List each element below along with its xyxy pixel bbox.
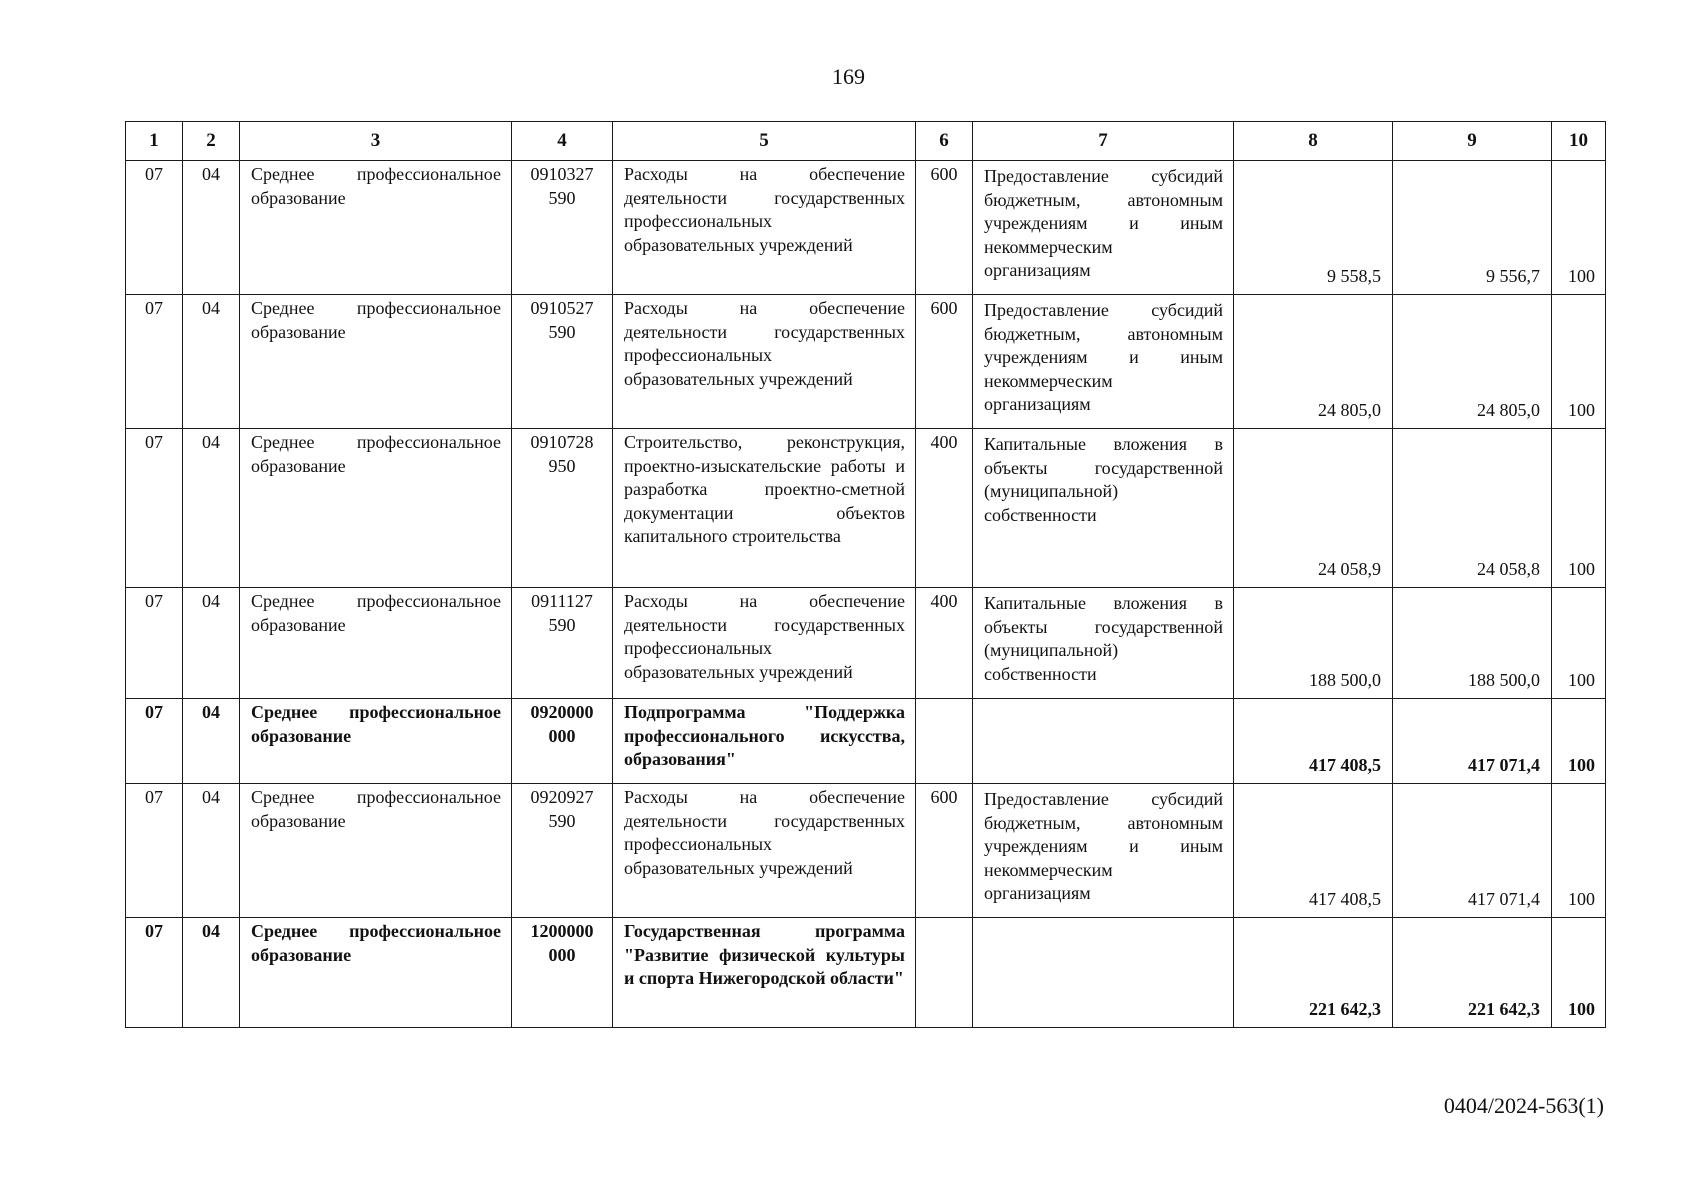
- description-cell: Строительство, реконструкция, проектно-изыскательские работы и разработка проектно-сметной документации объектов капитального строительства: [613, 429, 916, 588]
- actual-cell: 417 071,4: [1393, 784, 1552, 918]
- name-cell: Среднее профессиональное образование: [240, 699, 512, 784]
- table-row-program: [126, 918, 1606, 1028]
- percent-cell: 100: [1552, 161, 1606, 295]
- section-cell: 07: [126, 699, 183, 784]
- header-cell: 10: [1552, 122, 1606, 161]
- header-cell: 8: [1234, 122, 1393, 161]
- subsection-cell: 04: [183, 161, 240, 295]
- header-cell: 4: [512, 122, 613, 161]
- code-line: 0910728: [530, 432, 594, 452]
- code-line: 0911127: [531, 591, 593, 611]
- code-cell: [512, 784, 613, 918]
- subsection-cell: 04: [183, 295, 240, 429]
- name-cell: Среднее профессиональное образование: [240, 161, 512, 295]
- header-row: [126, 122, 1606, 161]
- code-line: 590: [548, 321, 576, 342]
- name-cell: Среднее профессиональное образование: [240, 429, 512, 588]
- type-code-cell: 600: [916, 161, 973, 295]
- percent-cell: 100: [1552, 699, 1606, 784]
- description-cell: Расходы на обеспечение деятельности государственных профессиональных образовательных учреждений: [613, 295, 916, 429]
- type-code-cell: [916, 918, 973, 1028]
- description-cell: Расходы на обеспечение деятельности государственных профессиональных образовательных учреждений: [613, 588, 916, 699]
- section-cell: 07: [126, 161, 183, 295]
- header-cell: 6: [916, 122, 973, 161]
- code-cell: [512, 295, 613, 429]
- planned-cell: 24 058,9: [1234, 429, 1393, 588]
- actual-cell: 188 500,0: [1393, 588, 1552, 699]
- subsection-cell: 04: [183, 918, 240, 1028]
- name-cell: Среднее профессиональное образование: [240, 295, 512, 429]
- header-cell: 9: [1393, 122, 1552, 161]
- section-cell: 07: [126, 918, 183, 1028]
- planned-cell: 9 558,5: [1234, 161, 1393, 295]
- table-row: [126, 295, 1606, 429]
- type-name-cell: [973, 918, 1234, 1028]
- budget-table: [125, 121, 1606, 1028]
- code-line: 590: [548, 187, 576, 208]
- name-cell: Среднее профессиональное образование: [240, 784, 512, 918]
- type-code-cell: 400: [916, 588, 973, 699]
- code-cell: [512, 429, 613, 588]
- description-cell: Государственная программа "Развитие физической культуры и спорта Нижегородской области": [613, 918, 916, 1028]
- percent-cell: 100: [1552, 918, 1606, 1028]
- document-code: 0404/2024-563(1): [1443, 1093, 1604, 1118]
- type-name-cell: [973, 699, 1234, 784]
- percent-cell: 100: [1552, 588, 1606, 699]
- description-cell: Подпрограмма "Поддержка профессионального искусства, образования": [613, 699, 916, 784]
- actual-cell: 9 556,7: [1393, 161, 1552, 295]
- code-cell: [512, 161, 613, 295]
- code-cell: [512, 588, 613, 699]
- header-cell: 3: [240, 122, 512, 161]
- header-cell: 2: [183, 122, 240, 161]
- section-cell: 07: [126, 295, 183, 429]
- type-code-cell: 600: [916, 295, 973, 429]
- table-row: [126, 588, 1606, 699]
- code-line: 0910327: [530, 164, 594, 184]
- code-cell: [512, 918, 613, 1028]
- subsection-cell: 04: [183, 699, 240, 784]
- table-row: [126, 784, 1606, 918]
- type-code-cell: [916, 699, 973, 784]
- header-cell: 7: [973, 122, 1234, 161]
- type-name-cell: Капитальные вложения в объекты государственной (муниципальной) собственности: [973, 588, 1234, 699]
- actual-cell: 24 805,0: [1393, 295, 1552, 429]
- table-row: [126, 161, 1606, 295]
- header-cell: 1: [126, 122, 183, 161]
- subsection-cell: 04: [183, 588, 240, 699]
- name-cell: Среднее профессиональное образование: [240, 588, 512, 699]
- header-cell: 5: [613, 122, 916, 161]
- code-line: 000: [548, 944, 576, 965]
- percent-cell: 100: [1552, 429, 1606, 588]
- type-name-cell: Капитальные вложения в объекты государственной (муниципальной) собственности: [973, 429, 1234, 588]
- type-name-cell: Предоставление субсидий бюджетным, автономным учреждениям и иным некоммерческим организациям: [973, 784, 1234, 918]
- planned-cell: 221 642,3: [1234, 918, 1393, 1028]
- code-line: 950: [548, 455, 576, 476]
- name-cell: Среднее профессиональное образование: [240, 918, 512, 1028]
- actual-cell: 24 058,8: [1393, 429, 1552, 588]
- table-row: [126, 429, 1606, 588]
- page-number: 169: [832, 64, 865, 89]
- code-cell: [512, 699, 613, 784]
- code-line: 1200000: [530, 921, 594, 941]
- code-line: 0910527: [530, 298, 594, 318]
- actual-cell: 221 642,3: [1393, 918, 1552, 1028]
- type-name-cell: Предоставление субсидий бюджетным, автономным учреждениям и иным некоммерческим организациям: [973, 295, 1234, 429]
- subsection-cell: 04: [183, 784, 240, 918]
- code-line: 000: [548, 725, 576, 746]
- section-cell: 07: [126, 784, 183, 918]
- type-name-cell: Предоставление субсидий бюджетным, автономным учреждениям и иным некоммерческим организациям: [973, 161, 1234, 295]
- description-cell: Расходы на обеспечение деятельности государственных профессиональных образовательных учреждений: [613, 161, 916, 295]
- percent-cell: 100: [1552, 784, 1606, 918]
- planned-cell: 24 805,0: [1234, 295, 1393, 429]
- code-line: 0920927: [530, 787, 594, 807]
- code-line: 590: [548, 810, 576, 831]
- section-cell: 07: [126, 429, 183, 588]
- type-code-cell: 600: [916, 784, 973, 918]
- planned-cell: 417 408,5: [1234, 699, 1393, 784]
- subsection-cell: 04: [183, 429, 240, 588]
- description-cell: Расходы на обеспечение деятельности государственных профессиональных образовательных учреждений: [613, 784, 916, 918]
- planned-cell: 188 500,0: [1234, 588, 1393, 699]
- type-code-cell: 400: [916, 429, 973, 588]
- code-line: 0920000: [530, 702, 594, 722]
- actual-cell: 417 071,4: [1393, 699, 1552, 784]
- section-cell: 07: [126, 588, 183, 699]
- code-line: 590: [548, 614, 576, 635]
- table-row-subprogram: [126, 699, 1606, 784]
- percent-cell: 100: [1552, 295, 1606, 429]
- planned-cell: 417 408,5: [1234, 784, 1393, 918]
